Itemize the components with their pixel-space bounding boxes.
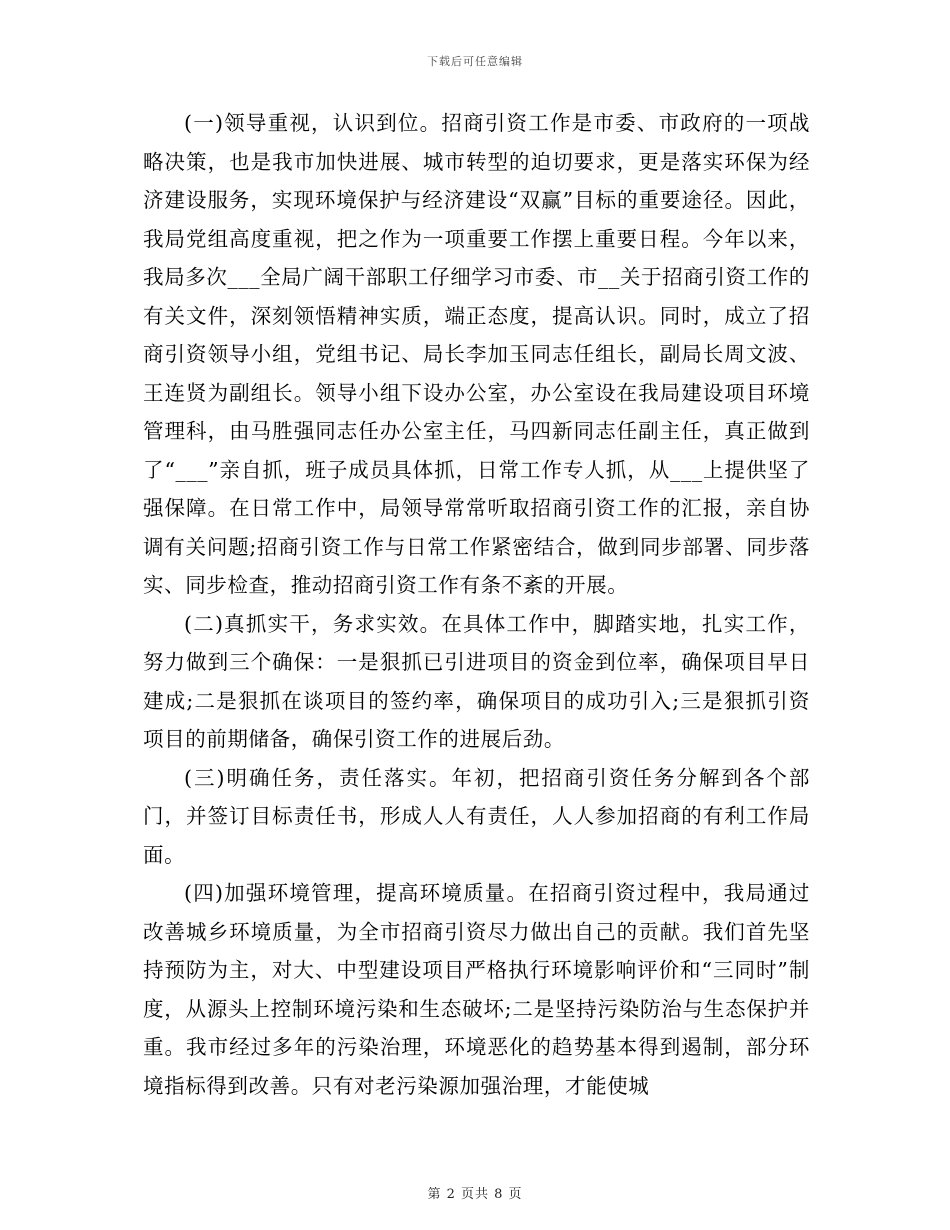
page-header-note: 下载后可任意编辑 xyxy=(427,55,523,68)
paragraph-environment-management: (四)加强环境管理，提高环境质量。在招商引资过程中，我局通过改善城乡环境质量，为全市招商引资尽力做出自己的贡献。我们首先坚持预防为主，对大、中型建设项目严格执行环境影响评价和“三同时”制度，从源头上控制环境污染和生态破坏;二是坚持污染防治与生态保护并重。我市经过多年的污染治理，环境恶化的趋势基本得到遏制，部分环境指标得到改善。只有对老污染源加强治理，才能使城 xyxy=(143,881,810,1098)
page-number: 第 2 页共 8 页 xyxy=(427,1187,523,1202)
paragraph-practical-work: (二)真抓实干，务求实效。在具体工作中，脚踏实地，扎实工作，努力做到三个确保：一是狠抓已引进项目的资金到位率，确保项目早日建成;二是狠抓在谈项目的签约率，确保项目的成功引入;三是狠抓引资项目的前期储备，确保引资工作的进展后劲。 xyxy=(143,611,810,751)
document-body xyxy=(143,104,810,1105)
paragraph-task-responsibility: (三)明确任务，责任落实。年初，把招商引资任务分解到各个部门，并签订目标责任书，形成人人有责任，人人参加招商的有利工作局面。 xyxy=(143,765,810,867)
paragraph-leadership: (一)领导重视，认识到位。招商引资工作是市委、市政府的一项战略决策，也是我市加快进展、城市转型的迫切要求，更是落实环保为经济建设服务，实现环境保护与经济建设“双赢”目标的重要途径。因此，我局党组高度重视，把之作为一项重要工作摆上重要日程。今年以来，我局多次___全局广阔干部职工仔细学习市委、市__关于招商引资工作的有关文件，深刻领悟精神实质，端正态度，提高认识。同时，成立了招商引资领导小组，党组书记、局长李加玉同志任组长，副局长周文波、王连贤为副组长。领导小组下设办公室，办公室设在我局建设项目环境管理科，由马胜强同志任办公室主任，马四新同志任副主任，真正做到了“___”亲自抓，班子成员具体抓，日常工作专人抓，从___上提供坚了强保障。在日常工作中，局领导常常听取招商引资工作的汇报，亲自协调有关问题;招商引资工作与日常工作紧密结合，做到同步部署、同步落实、同步检查，推动招商引资工作有条不紊的开展。 xyxy=(143,111,810,597)
